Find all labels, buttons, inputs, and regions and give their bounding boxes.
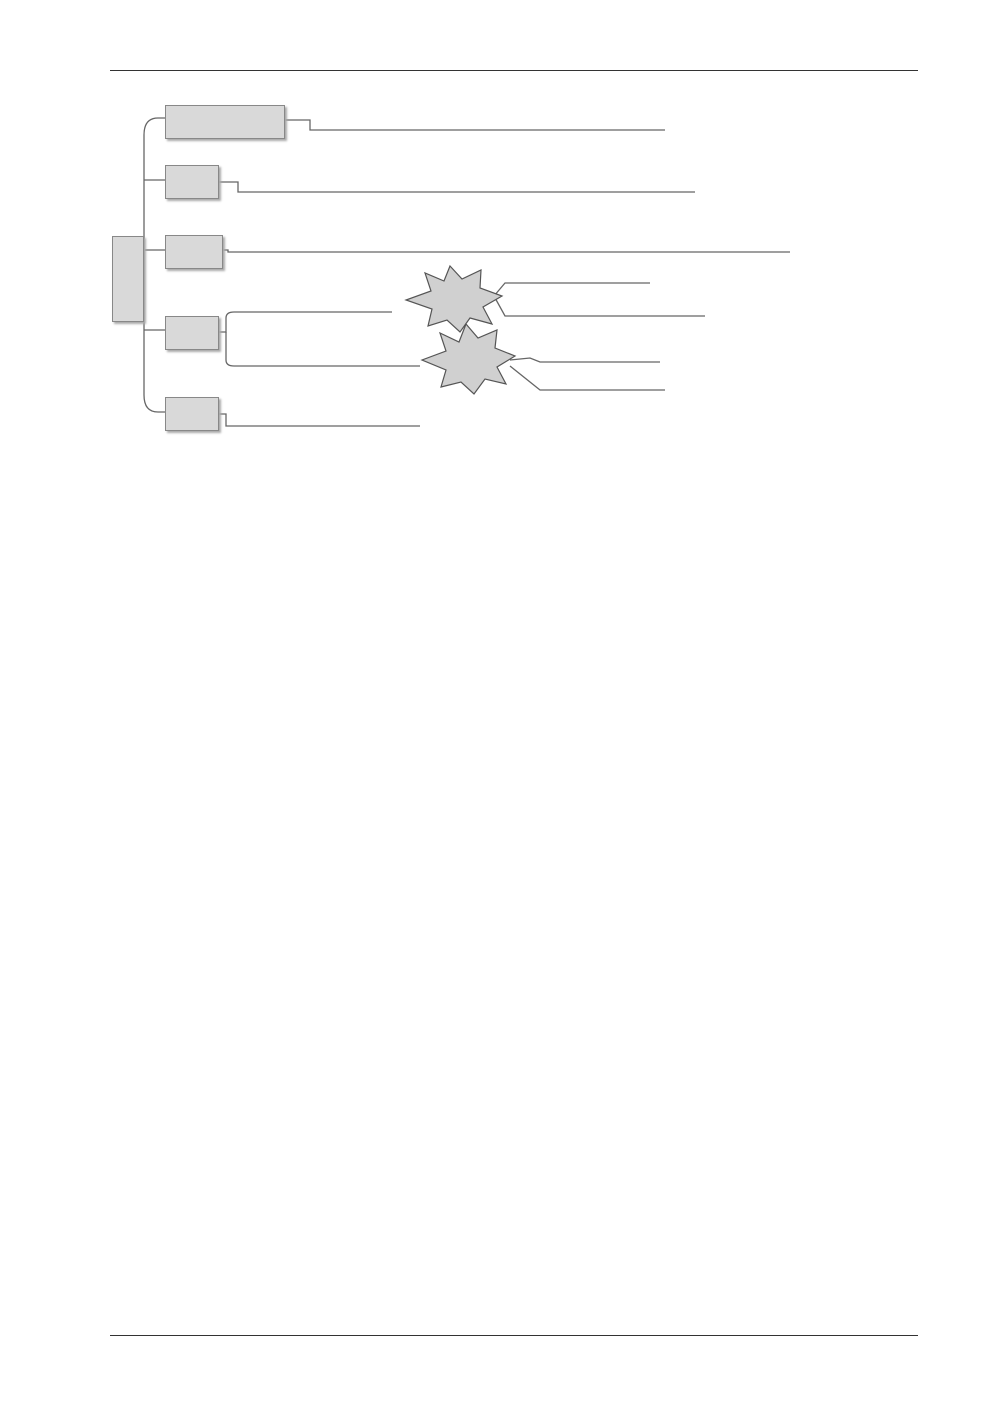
footer-rule <box>110 1335 918 1336</box>
para-joint-liability <box>118 784 132 803</box>
